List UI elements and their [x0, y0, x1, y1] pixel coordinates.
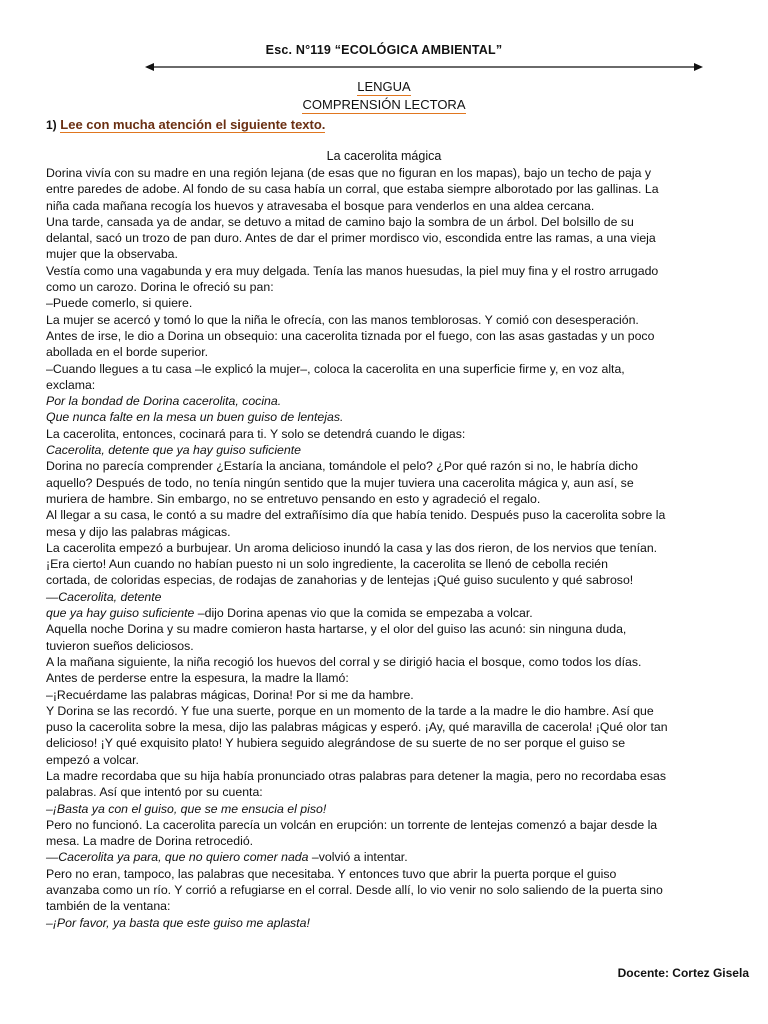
story-line — [46, 703, 722, 719]
story-line — [46, 263, 722, 279]
story-line — [46, 393, 722, 409]
story-line — [46, 295, 722, 311]
story-line — [46, 475, 722, 491]
story-line — [46, 817, 722, 833]
story-line — [46, 409, 722, 425]
story-line-text: –Puede comerlo, si quiere. — [46, 296, 193, 311]
title-block — [0, 78, 768, 114]
story-line-rest: –dijo Dorina apenas vio que la comida se empezaba a volcar. — [194, 606, 533, 621]
story-line-text: —Cacerolita, detente — [46, 589, 162, 604]
story-line-text: La mujer se acercó y tomó lo que la niña le ofrecía, con las manos temblorosas. Y comió con desesperación. — [46, 312, 639, 327]
story-line-text: Una tarde, cansada ya de andar, se detuvo a mitad de camino bajo la sombra de un árbol. Del bolsillo de su — [46, 214, 634, 229]
story-line-text: La madre recordaba que su hija había pronunciado otras palabras para detener la magia, pero no recordaba esas — [46, 768, 667, 783]
story-line-text: Al llegar a su casa, le contó a su madre del extrañísimo día que había tenido. Después puso la cacerolita sobre la — [46, 508, 666, 523]
story-line — [46, 882, 722, 898]
story-line — [46, 898, 722, 914]
story-body — [46, 165, 722, 931]
story-line — [46, 524, 722, 540]
subject-title: LENGUA — [357, 79, 411, 94]
story-line-text: puso la cacerolita sobre la mesa, dijo las palabras mágicas y esperó. ¡Ay, qué maravilla de cacerola! ¡Qué olor tan — [46, 720, 668, 735]
story-line-text: Antes de irse, le dio a Dorina un obsequio: una cacerolita tiznada por el fuego, con las asas gastadas y un poco — [46, 328, 655, 343]
story-line — [46, 801, 722, 817]
story-line — [46, 181, 722, 197]
story-line — [46, 752, 722, 768]
story-line — [46, 556, 722, 572]
story-line-text: muriera de hambre. Sin embargo, no se entretuvo pensando en esto y agradeció el regalo. — [46, 491, 541, 506]
story-line-text: Pero no funcionó. La cacerolita parecía un volcán en erupción: un torrente de lentejas comenzó a bajar desde la — [46, 817, 658, 832]
story-line-text: avanzaba como un río. Y corrió a refugiarse en el corral. Desde allí, lo vio venir no solo saliendo de la puerta sino — [46, 883, 663, 898]
story-line — [46, 589, 722, 605]
story-line — [46, 768, 722, 784]
story-line-text: delicioso! ¡Y qué exquisito plato! Y hubiera seguido alegrándose de su suerte de no ser porque el guiso se — [46, 736, 626, 751]
story-title: La cacerolita mágica — [326, 149, 442, 163]
story-line-text: delantal, sacó un trozo de pan duro. Antes de dar el primer mordisco vio, escondida entre las ramas, a una vieja — [46, 231, 656, 246]
story-line — [46, 670, 722, 686]
story-line-text: mesa. La madre de Dorina retrocedió. — [46, 834, 254, 849]
story-line — [46, 279, 722, 295]
story-line — [46, 507, 722, 523]
story-line — [46, 361, 722, 377]
section-title: COMPRENSIÓN LECTORA — [302, 97, 466, 112]
story-line-text: Vestía como una vagabunda y era muy delgada. Tenía las manos huesudas, la piel muy fina y el rostro arrugado — [46, 263, 659, 278]
story-line-text: niña cada mañana recogía los huevos y atravesaba el bosque para venderlos en una aldea cercana. — [46, 198, 595, 213]
story-line-text: —Cacerolita ya para, que no quiero comer nada — [46, 850, 309, 865]
story-line — [46, 687, 722, 703]
story-line-text: palabras. Así que intentó por su cuenta: — [46, 785, 263, 800]
story-line-text: mesa y dijo las palabras mágicas. — [46, 524, 231, 539]
story-line-text: entre paredes de adobe. Al fondo de su casa había un corral, que estaba siempre alborotado por las gallinas. La — [46, 182, 659, 197]
story-line — [46, 784, 722, 800]
story-line-text: Pero no eran, tampoco, las palabras que necesitaba. Y entonces tuvo que abrir la puerta porque el guiso — [46, 866, 617, 881]
story-line-text: Antes de perderse entre la espesura, la madre la llamó: — [46, 671, 349, 686]
story-line — [46, 654, 722, 670]
story-line-text: que ya hay guiso suficiente — [46, 606, 195, 621]
story-line — [46, 377, 722, 393]
story-line-text: ¡Era cierto! Aun cuando no habían puesto ni un solo ingrediente, la cacerolita se llenó de cebolla recién — [46, 557, 608, 572]
story-line-text: –¡Recuérdame las palabras mágicas, Dorina! Por si me da hambre. — [46, 687, 414, 702]
story-line-text: mujer que la observaba. — [46, 247, 178, 262]
story-line — [46, 230, 722, 246]
story-line-text: –Cuando llegues a tu casa –le explicó la mujer–, coloca la cacerolita en una superficie firme y, en voz alta, — [46, 361, 625, 376]
story-line — [46, 915, 722, 931]
story-line-text: tuvieron sueños deliciosos. — [46, 638, 194, 653]
story-line-text: como un carozo. Dorina le ofreció su pan: — [46, 280, 274, 295]
story-line — [46, 849, 722, 865]
school-name: Esc. N°119 “ECOLÓGICA AMBIENTAL” — [265, 43, 503, 57]
story-line-text: Cacerolita, detente que ya hay guiso suficiente — [46, 443, 301, 458]
story-line-text: La cacerolita, entonces, cocinará para ti. Y solo se detendrá cuando le digas: — [46, 426, 466, 441]
story-line — [46, 214, 722, 230]
story-line-text: abollada en el borde superior. — [46, 345, 209, 360]
teacher-name: Docente: Cortez Gisela — [617, 966, 749, 980]
story-line-text: empezó a volcar. — [46, 752, 139, 767]
story-line — [46, 540, 722, 556]
story-line — [46, 491, 722, 507]
story-line-text: A la mañana siguiente, la niña recogió los huevos del corral y se dirigió hacia el bosque, como todos los días. — [46, 654, 642, 669]
story-line-text: cortada, de coloridas especias, de rodajas de zanahorias y de lentejas ¡Qué guiso suculento y qué sabroso! — [46, 573, 634, 588]
story-line — [46, 866, 722, 882]
story-line — [46, 344, 722, 360]
story-line — [46, 605, 722, 621]
story-line — [46, 426, 722, 442]
story-line-text: Dorina vivía con su madre en una región lejana (de esas que no figuran en los mapas), bajo un techo de paja y — [46, 166, 651, 180]
instruction-number: 1) — [46, 118, 57, 132]
story-line — [46, 328, 722, 344]
story-line-text: Y Dorina se las recordó. Y fue una suerte, porque en un momento de la tarde a la madre le dio hambre. Así que — [46, 703, 654, 718]
story-line-text: –¡Basta ya con el guiso, que se me ensucia el piso! — [46, 801, 327, 816]
story-line — [46, 719, 722, 735]
story-line — [46, 833, 722, 849]
story-line-text: La cacerolita empezó a burbujear. Un aroma delicioso inundó la casa y las dos rieron, de los nervios que tenían. — [46, 540, 658, 555]
story-line — [46, 621, 722, 637]
story-line-text: también de la ventana: — [46, 899, 171, 914]
story-line — [46, 638, 722, 654]
instruction-text: Lee con mucha atención el siguiente texto. — [60, 117, 326, 132]
double-arrow-divider — [145, 60, 703, 72]
story-line — [46, 198, 722, 214]
story-line-text: Por la bondad de Dorina cacerolita, cocina. — [46, 394, 282, 409]
story-line — [46, 165, 722, 181]
story-line — [46, 312, 722, 328]
story-line-text: Que nunca falte en la mesa un buen guiso de lentejas. — [46, 410, 344, 425]
story-line-text: aquello? Después de todo, no tenía ningún sentido que la mujer tuviera una cacerolita mágica y, aun así, se — [46, 475, 634, 490]
story-line — [46, 458, 722, 474]
story-line-rest: –volvió a intentar. — [308, 850, 408, 865]
story-line — [46, 572, 722, 588]
story-line-text: exclama: — [46, 377, 96, 392]
story-line — [46, 735, 722, 751]
story-line-text: –¡Por favor, ya basta que este guiso me aplasta! — [46, 915, 310, 930]
story-line-text: Aquella noche Dorina y su madre comieron hasta hartarse, y el olor del guiso las acunó: sin ninguna duda, — [46, 622, 627, 637]
story-line — [46, 246, 722, 262]
story-line-text: Dorina no parecía comprender ¿Estaría la anciana, tomándole el pelo? ¿Por qué razón si no, le habría dicho — [46, 459, 638, 474]
story-line — [46, 442, 722, 458]
instruction — [46, 117, 325, 132]
